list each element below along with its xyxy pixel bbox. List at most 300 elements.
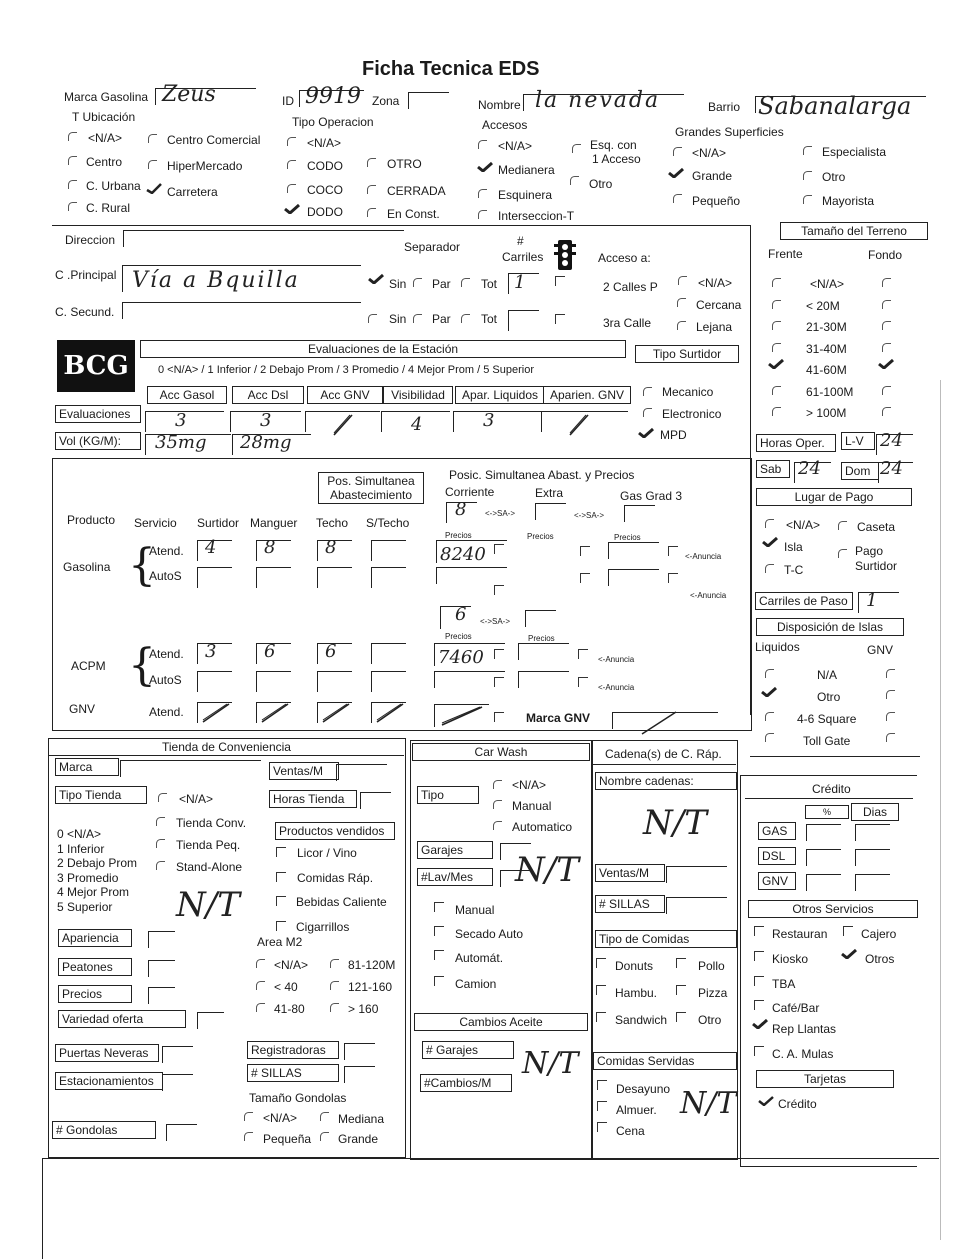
acc-na: <N/A> (498, 139, 533, 153)
tienda-na-mark: N/T (176, 885, 240, 925)
gnv-check[interactable] (494, 712, 504, 722)
cw-auto: Automatico (512, 820, 573, 834)
precios-4: Precios (445, 632, 472, 641)
islas-na-radio-g[interactable] (886, 669, 895, 678)
credito-row-1: DSL (758, 847, 796, 865)
cad-tipo-check[interactable] (676, 958, 686, 968)
cw-opt-check[interactable] (434, 902, 444, 912)
otros-check[interactable] (754, 1046, 764, 1056)
acc-medianera: Medianera (498, 163, 555, 177)
par-1: Par (432, 277, 451, 291)
eval-value-0: 3 (175, 410, 187, 431)
tienda-eval-2: Precios (58, 985, 132, 1003)
notes-box[interactable] (42, 1158, 939, 1259)
sin-radio-2[interactable] (368, 314, 377, 323)
credito-pct-field[interactable] (806, 874, 841, 891)
area-opt-4: 121-160 (348, 980, 393, 994)
tamano-gondolas-label: Tamaño Gondolas (249, 1091, 347, 1105)
pago-na-radio[interactable] (765, 519, 774, 528)
tienda-prod-check[interactable] (276, 921, 286, 931)
gas-field[interactable] (371, 567, 406, 588)
acpm-check[interactable] (494, 677, 504, 687)
gs-grande: Grande (692, 169, 733, 183)
tarjetas-credito: Crédito (778, 1097, 817, 1111)
cad-serv-check[interactable] (597, 1080, 607, 1090)
surtidor-mecanico-radio[interactable] (643, 387, 652, 396)
ubicacion-urbana-radio[interactable] (68, 180, 77, 189)
acpm-check[interactable] (494, 649, 504, 659)
cambios-title: Cambios Aceite (414, 1013, 588, 1031)
op-dodo: DODO (307, 205, 343, 219)
estacionamientos-field[interactable] (162, 1074, 193, 1091)
slash-mark-icon (568, 413, 590, 437)
islas-square-radio-g[interactable] (886, 712, 895, 721)
zona-label: Zona (372, 94, 400, 108)
cw-na: <N/A> (512, 778, 547, 792)
pago-caseta-radio[interactable] (838, 521, 847, 530)
tienda-prod-check[interactable] (276, 896, 286, 906)
gs-otro-radio[interactable] (803, 171, 812, 180)
gs-mayorista-radio[interactable] (803, 195, 812, 204)
carriles-field-2[interactable] (508, 310, 539, 331)
terreno-fondo-radio[interactable] (882, 278, 891, 287)
terreno-fondo-radio[interactable] (882, 343, 891, 352)
terreno-frente-radio[interactable] (772, 278, 781, 287)
cad-tipo-check[interactable] (676, 1012, 686, 1022)
cadenas-title: Cadena(s) de C. Ráp. (605, 747, 722, 761)
check-mark-icon (477, 160, 493, 172)
terreno-frente-radio[interactable] (772, 343, 781, 352)
islas-na-radio-l[interactable] (765, 669, 774, 678)
gas-gg3-check[interactable] (668, 573, 678, 583)
acc-otro-radio[interactable] (570, 176, 579, 185)
ubicacion-cc-radio[interactable] (148, 134, 157, 143)
eval-value-3: 4 (411, 414, 423, 435)
area-radio[interactable] (256, 1003, 265, 1012)
eval-header-5: Aparien. GNV (543, 386, 631, 404)
cad-tipo-check[interactable] (596, 1012, 606, 1022)
frente-label: Frente (768, 247, 803, 261)
gas-field[interactable] (371, 540, 406, 561)
ubicacion-rural-radio[interactable] (68, 202, 77, 211)
acceso-cercana: Cercana (696, 298, 742, 312)
puertas-field[interactable] (162, 1046, 193, 1063)
check-mark-icon (768, 357, 784, 369)
op-coco-radio[interactable] (287, 184, 296, 193)
tienda-tipo-radio[interactable] (156, 839, 165, 848)
gas-autos-label: AutoS (149, 569, 182, 583)
otros-check[interactable] (754, 1000, 764, 1010)
acc-esq-radio[interactable] (572, 144, 581, 153)
terreno-fondo-radio[interactable] (882, 321, 891, 330)
cad-tipo-4: Sandwich (615, 1013, 668, 1027)
otros-check[interactable] (754, 926, 764, 936)
tienda-prod-0: Licor / Vino (297, 846, 357, 860)
cw-opt-2: Automát. (455, 951, 504, 965)
area-radio[interactable] (256, 981, 265, 990)
acc-na-radio[interactable] (478, 140, 487, 149)
zona-field[interactable] (408, 92, 449, 109)
direccion-field[interactable] (123, 230, 404, 247)
ubicacion-carretera: Carretera (167, 185, 218, 199)
terreno-fondo-radio[interactable] (882, 300, 891, 309)
puertas-label: Puertas Neveras (55, 1044, 159, 1062)
cad-serv-2: Cena (616, 1124, 645, 1138)
precios-3: Precios (614, 533, 641, 542)
acpm-field[interactable] (371, 643, 406, 664)
check-mark-icon (762, 535, 778, 547)
terreno-fondo-radio[interactable] (882, 407, 891, 416)
gas-anuncia-check[interactable] (494, 544, 504, 554)
tienda-scale-1: 1 Inferior (57, 841, 105, 856)
tienda-eval-field[interactable] (148, 960, 175, 977)
terreno-frente-radio[interactable] (772, 386, 781, 395)
check-mark-icon (841, 947, 857, 959)
registradoras-field[interactable] (344, 1043, 375, 1060)
carriles-paso-value: 1 (866, 590, 878, 611)
cadenas-ventas-field[interactable] (666, 866, 727, 883)
gas-pos-value: 8 (455, 499, 467, 520)
op-codo: CODO (307, 159, 343, 173)
gasolina-label: Gasolina (63, 560, 111, 574)
tot-1: Tot (481, 277, 498, 291)
posic-label: Posic. Simultanea Abast. y Precios (449, 468, 635, 482)
op-otro-radio[interactable] (367, 158, 376, 167)
islas-toll: Toll Gate (803, 734, 851, 748)
prod-header-3: Manguer (250, 516, 298, 530)
secund-label: C. Secund. (55, 305, 115, 319)
acceso-na: <N/A> (698, 276, 733, 290)
tienda-scale-0: 0 <N/A> (57, 827, 102, 841)
slash-mark-icon (375, 702, 405, 724)
sa-3: <->SA-> (480, 617, 511, 626)
tienda-tipo-0: <N/A> (179, 792, 214, 806)
cw-manual-radio[interactable] (493, 800, 502, 809)
sa-1: <->SA-> (485, 509, 516, 518)
acc-1acceso: 1 Acceso (592, 152, 641, 166)
id-label: ID (282, 94, 294, 108)
bcg-logo: BCG (57, 340, 135, 392)
ubicacion-na-radio[interactable] (68, 132, 77, 141)
acc-otro: Otro (589, 177, 613, 191)
acpm-field[interactable] (256, 671, 291, 692)
precios-5: Precios (528, 634, 555, 643)
acc-intersec-radio[interactable] (478, 210, 487, 219)
tienda-scale-3: 3 Promedio (57, 870, 119, 885)
ubicacion-centro: Centro (86, 155, 123, 169)
gondolas-label: # Gondolas (52, 1121, 156, 1139)
islas-otro-radio-g[interactable] (886, 690, 895, 699)
tienda-marca-field[interactable] (120, 760, 261, 777)
registradoras-label: Registradoras (247, 1041, 339, 1059)
cad-tipo-check[interactable] (596, 985, 606, 995)
gondolas-field[interactable] (166, 1124, 197, 1141)
gs-na-radio[interactable] (673, 147, 682, 156)
prod-header-0: Producto (67, 513, 116, 527)
acc-intersec: Interseccion-T (498, 209, 575, 223)
cad-serv-0: Desayuno (616, 1082, 671, 1096)
check-mark-icon (146, 182, 162, 194)
tienda-prod-check[interactable] (276, 872, 286, 882)
eval-value-field-4[interactable] (453, 411, 542, 432)
otros-opt-3: Otros (865, 952, 895, 966)
cad-tipo-3: Pizza (698, 986, 728, 1000)
pago-na: <N/A> (786, 518, 821, 532)
check-mark-icon (758, 1094, 774, 1106)
acpm-atend-value-1: 6 (264, 641, 276, 662)
eval-header-0: Acc Gasol (147, 386, 227, 404)
evaluaciones-row-label: Evaluaciones (55, 405, 141, 423)
ubicacion-hiper-radio[interactable] (148, 160, 157, 169)
slash-mark-icon (440, 705, 484, 727)
credito-row-0: GAS (758, 822, 796, 840)
acceso-lejana-radio[interactable] (677, 321, 686, 330)
credito-dias-field[interactable] (855, 874, 890, 891)
traffic-light-icon (554, 238, 576, 272)
islas-toll-radio-l[interactable] (765, 733, 774, 742)
otros-opt-5: Café/Bar (772, 1001, 820, 1015)
gas-field[interactable] (197, 567, 232, 588)
carwash-na-mark: N/T (515, 850, 579, 890)
islas-liquidos: Liquidos (755, 640, 800, 654)
tienda-prod-1: Comidas Ráp. (297, 870, 374, 885)
cad-tipo-2: Hambu. (615, 986, 658, 1000)
par-radio-2[interactable] (413, 314, 422, 323)
cad-tipo-0: Donuts (615, 959, 654, 973)
garajes-label: Garajes (417, 841, 493, 859)
islas-toll-radio-g[interactable] (886, 733, 895, 742)
islas-square-radio-l[interactable] (765, 712, 774, 721)
tot-radio-1[interactable] (461, 278, 470, 287)
gnv-atend-label: Atend. (149, 705, 184, 719)
cw-auto-radio[interactable] (493, 821, 502, 830)
gg3-pos-field[interactable] (624, 505, 655, 522)
vol-gas-value: 35mg (155, 432, 207, 453)
credito-pct-field[interactable] (806, 824, 841, 841)
ubicacion-cc: Centro Comercial (167, 133, 261, 147)
gas-atend-value-1: 8 (264, 537, 276, 558)
op-coco: COCO (307, 183, 343, 197)
surtidor-electronico-radio[interactable] (643, 408, 652, 417)
horas-label: Horas Oper. (756, 434, 836, 452)
gas-price2-field[interactable] (436, 567, 507, 584)
acceso-cercana-radio[interactable] (677, 298, 686, 307)
marca-gnv-label: Marca GNV (526, 711, 591, 725)
cad-serv-1: Almuer. (616, 1103, 657, 1117)
gondolas-grande-radio[interactable] (320, 1132, 329, 1141)
anuncia-2: <-Anuncia (690, 591, 727, 600)
cad-serv-check[interactable] (597, 1101, 607, 1111)
par-radio-1[interactable] (413, 278, 422, 287)
tercera-calle-check[interactable] (555, 314, 565, 324)
terreno-frente-radio[interactable] (772, 407, 781, 416)
vol-dsl-value: 28mg (240, 432, 292, 453)
tipo-comidas-label: Tipo de Comidas (595, 930, 737, 948)
acpm-extra-price[interactable] (518, 643, 569, 660)
terreno-fondo-radio[interactable] (882, 386, 891, 395)
credito-dias-field[interactable] (855, 824, 890, 841)
gas-extra-price[interactable] (608, 542, 659, 559)
cw-opt-check[interactable] (434, 976, 444, 986)
op-codo-radio[interactable] (287, 160, 296, 169)
fondo-label: Fondo (868, 248, 903, 262)
cw-na-radio[interactable] (493, 780, 502, 789)
ubicacion-centro-radio[interactable] (68, 156, 77, 165)
gondolas-na-radio[interactable] (244, 1112, 253, 1121)
area-radio[interactable] (330, 981, 339, 990)
op-cerrada-radio[interactable] (367, 185, 376, 194)
gs-esp-radio[interactable] (803, 146, 812, 155)
area-opt-2: 41-80 (274, 1002, 305, 1016)
tienda-tipo-radio[interactable] (156, 817, 165, 826)
op-na-radio[interactable] (287, 137, 296, 146)
calles-p-check[interactable] (555, 276, 565, 286)
gas-atend-value-2: 8 (325, 537, 337, 558)
estacionamientos-label: Estacionamientos (55, 1072, 163, 1090)
cw-opt-check[interactable] (434, 926, 444, 936)
islas-gnv: GNV (867, 643, 894, 657)
ubicacion-hiper: HiperMercado (167, 159, 243, 173)
gas-extra-check[interactable] (580, 546, 590, 556)
gs-peq-radio[interactable] (673, 194, 682, 203)
credito-title: Crédito (812, 782, 851, 796)
area-opt-0: <N/A> (274, 958, 309, 972)
acpm-anuncia-check[interactable] (578, 649, 588, 659)
carriles-paso-field[interactable] (858, 592, 899, 613)
lv-value: 24 (880, 430, 903, 451)
gs-esp: Especialista (822, 145, 887, 159)
page-title: Ficha Tecnica EDS (362, 58, 540, 80)
area-radio[interactable] (330, 959, 339, 968)
prod-header-2: Surtidor (197, 516, 240, 530)
eval-header-2: Acc GNV (307, 386, 383, 404)
tienda-eval-field[interactable] (197, 1012, 224, 1029)
cadenas-sillas-field[interactable] (666, 897, 727, 914)
islas-title: Disposición de Islas (756, 618, 904, 636)
otros-opt-1: Cajero (861, 927, 897, 941)
cw-opt-check[interactable] (434, 950, 444, 960)
tienda-eval-field[interactable] (148, 931, 175, 948)
acpm-atend-label: Atend. (149, 647, 184, 661)
tienda-tipo-2: Tienda Peq. (176, 838, 241, 852)
op-cerrada: CERRADA (387, 184, 446, 198)
carriles-paso-label: Carriles de Paso (755, 592, 853, 610)
acceso-na-radio[interactable] (678, 276, 687, 285)
anuncia-3: <-Anuncia (598, 655, 635, 664)
lav-mes-label: #Lav/Mes (417, 868, 493, 886)
calles-p: 2 Calles P (603, 280, 658, 294)
cad-tipo-check[interactable] (676, 985, 686, 995)
op-const: En Const. (387, 207, 440, 221)
gas-field[interactable] (317, 567, 352, 588)
terreno-frente-radio[interactable] (772, 321, 781, 330)
acpm-anuncia-check[interactable] (578, 677, 588, 687)
gnv-label: GNV (69, 702, 96, 716)
cw-opt-1: Secado Auto (455, 927, 524, 941)
otros-check[interactable] (754, 951, 764, 961)
acpm-extra-field[interactable] (525, 610, 556, 627)
tienda-tipo-radio[interactable] (158, 793, 167, 802)
tot-radio-2[interactable] (461, 314, 470, 323)
acpm-field[interactable] (197, 671, 232, 692)
area-radio[interactable] (330, 1003, 339, 1012)
credito-pct-field[interactable] (806, 849, 841, 866)
tienda-sillas-label: # SILLAS (247, 1064, 339, 1082)
otros-check[interactable] (754, 976, 764, 986)
acpm-extra-price[interactable] (518, 671, 569, 688)
gondolas-na: <N/A> (263, 1111, 298, 1125)
tienda-tipo-radio[interactable] (156, 861, 165, 870)
cw-opt-0: Manual (455, 903, 495, 917)
extra-label: Extra (535, 486, 564, 500)
prod-header-1: Servicio (134, 516, 177, 530)
pago-tc-radio[interactable] (765, 564, 774, 573)
tienda-eval-3: Variedad oferta (58, 1010, 186, 1028)
marca-label: Marca Gasolina (64, 90, 149, 104)
credito-dias-field[interactable] (855, 849, 890, 866)
gas-gg3-check[interactable] (668, 546, 678, 556)
tipo-surtidor-title: Tipo Surtidor (635, 345, 739, 363)
gondolas-mediana-radio[interactable] (320, 1112, 329, 1121)
extra-pos-field[interactable] (535, 503, 566, 520)
gs-na: <N/A> (692, 146, 727, 160)
secund-field[interactable] (122, 302, 361, 319)
terreno-frente-radio[interactable] (772, 300, 781, 309)
gas-field[interactable] (256, 567, 291, 588)
sa-2: <->SA-> (574, 511, 605, 520)
otros-opt-7: C. A. Mulas (772, 1047, 834, 1061)
precios-1: Precios (445, 531, 472, 540)
tienda-tipo-1: Tienda Conv. (176, 816, 247, 830)
acpm-label: ACPM (71, 659, 106, 673)
terreno-size-3: 31-40M (806, 341, 847, 356)
horas-tienda-field[interactable] (360, 792, 391, 809)
acc-esquinera-radio[interactable] (478, 189, 487, 198)
otros-check[interactable] (843, 926, 853, 936)
terreno-size-2: 21-30M (806, 320, 847, 334)
slash-mark-icon (640, 708, 680, 736)
tienda-prod-check[interactable] (276, 847, 286, 857)
islas-otro: Otro (817, 690, 841, 704)
gas-extra-price[interactable] (608, 569, 659, 586)
acpm-field[interactable] (371, 671, 406, 692)
cadenas-sillas-label: # SILLAS (595, 895, 665, 913)
num-garajes-label: # Garajes (422, 1041, 514, 1059)
tienda-eval-field[interactable] (148, 987, 175, 1004)
area-radio[interactable] (256, 959, 265, 968)
cad-serv-check[interactable] (597, 1122, 607, 1132)
comidas-servidas-label: Comidas Servidas (593, 1052, 737, 1070)
op-const-radio[interactable] (367, 208, 376, 217)
gondolas-peq-radio[interactable] (244, 1132, 253, 1141)
acpm-field[interactable] (317, 671, 352, 692)
tarjetas-title: Tarjetas (756, 1070, 894, 1088)
gas-anuncia-check[interactable] (494, 585, 504, 595)
credito-dias: Dias (851, 803, 899, 821)
cad-tipo-check[interactable] (596, 958, 606, 968)
pago-surtidor-radio[interactable] (838, 549, 847, 558)
dom-value: 24 (880, 458, 903, 479)
evaluaciones-title: Evaluaciones de la Estación (140, 340, 626, 358)
ubicacion-urbana: C. Urbana (86, 179, 141, 193)
terreno-size-1: < 20M (806, 298, 840, 313)
tienda-sillas-field[interactable] (344, 1066, 375, 1083)
num-cambios-label: #Cambios/M (420, 1074, 512, 1092)
acpm-price: 7460 (438, 647, 484, 668)
gas-extra-check[interactable] (580, 573, 590, 583)
tienda-ventas-field[interactable] (336, 764, 387, 781)
credito-row-2: GNV (758, 872, 796, 890)
